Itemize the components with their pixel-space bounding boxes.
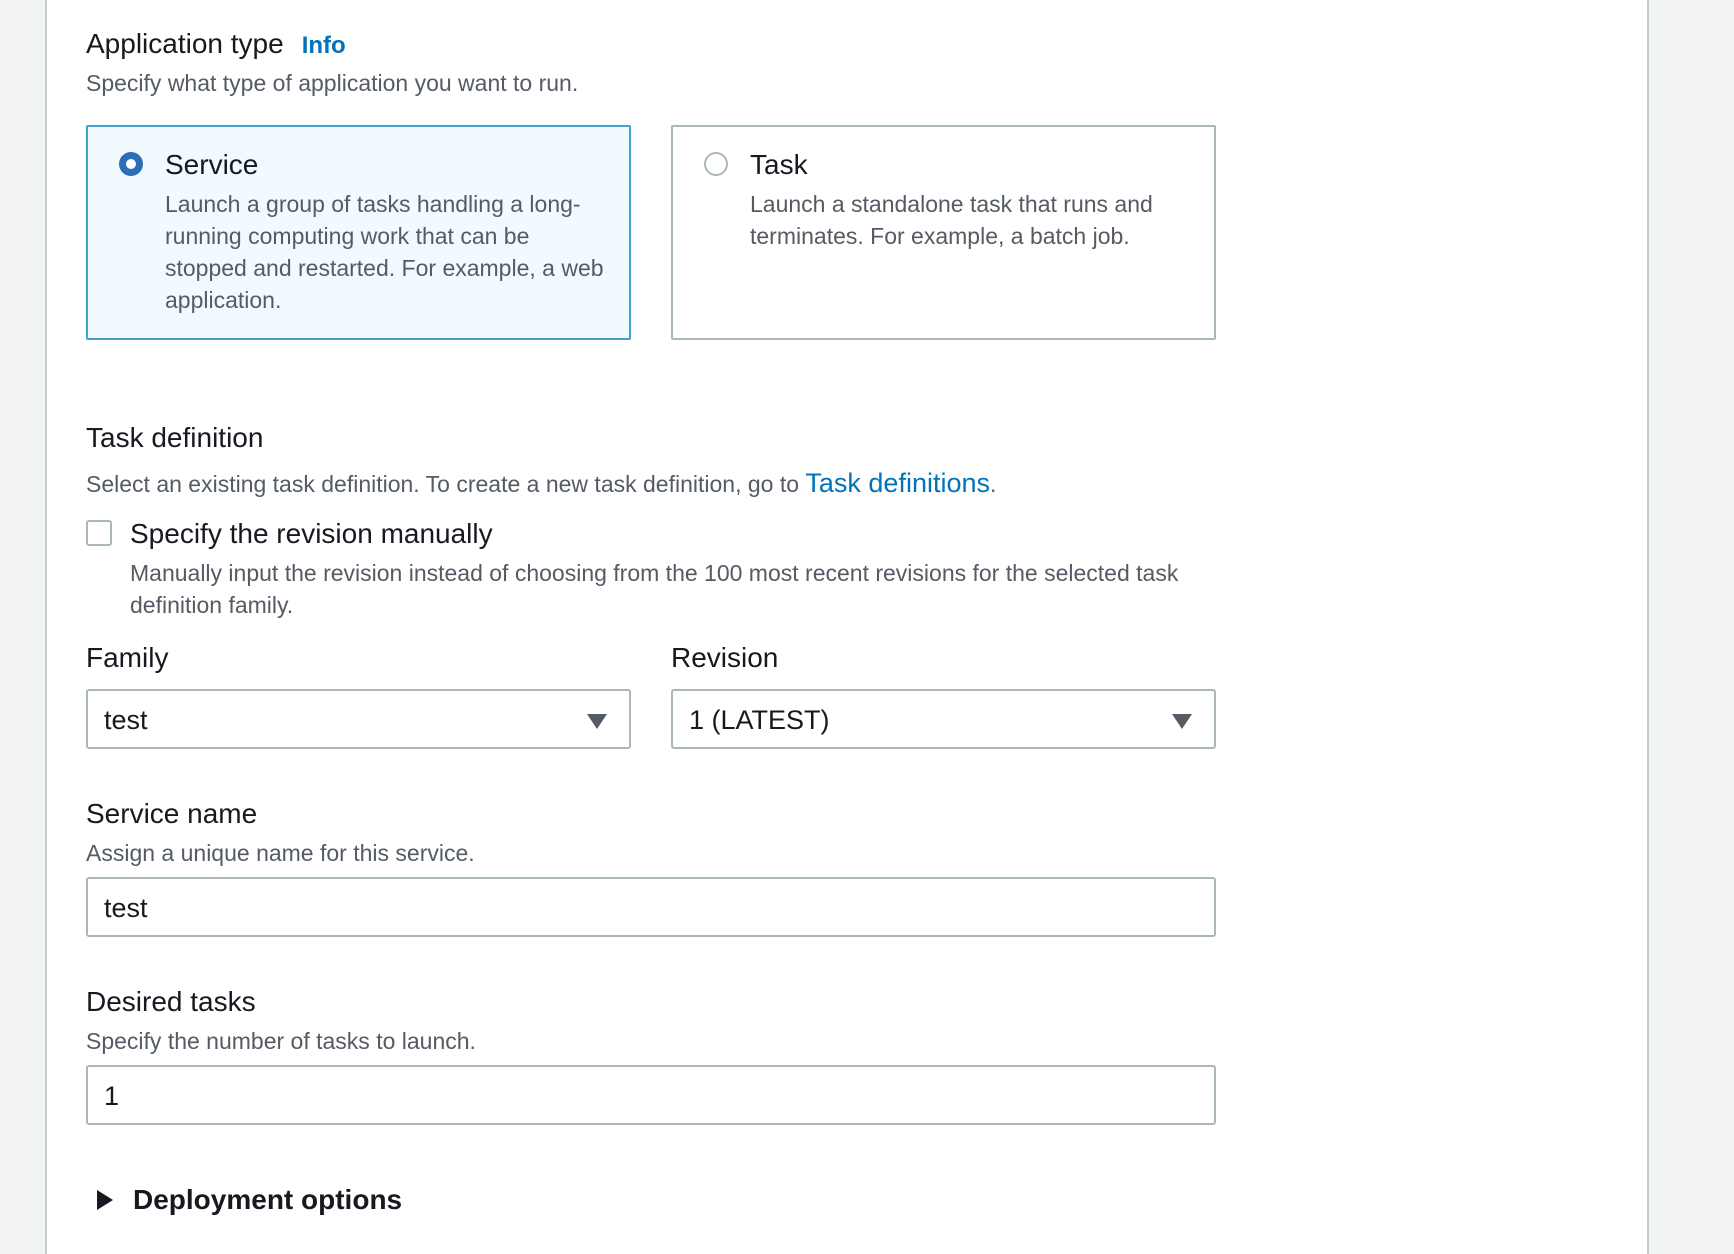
service-name-input[interactable]: [86, 877, 1216, 937]
service-option-card[interactable]: [86, 125, 631, 340]
task-definition-title: Task definition: [86, 422, 264, 453]
task-definitions-link[interactable]: Task definitions: [805, 468, 990, 498]
service-radio[interactable]: [119, 152, 143, 176]
caret-down-icon: [587, 714, 607, 729]
specify-revision-label[interactable]: Specify the revision manually: [130, 518, 493, 549]
family-select[interactable]: [86, 689, 631, 749]
revision-select[interactable]: [671, 689, 1216, 749]
info-link[interactable]: Info: [301, 32, 346, 59]
service-name-value: test: [104, 893, 148, 923]
deployment-options-toggle[interactable]: Deployment options: [133, 1184, 403, 1215]
service-name-description: Assign a unique name for this service.: [86, 840, 475, 866]
application-type-heading: [86, 28, 346, 60]
service-name-label: Service name: [86, 798, 258, 829]
task-option-description: Launch a standalone task that runs and terminates. For example, a batch job.: [750, 191, 1153, 249]
revision-label: Revision: [671, 642, 779, 673]
description-text: Select an existing task definition. To create a new task definition, go to: [86, 471, 806, 497]
task-radio[interactable]: [704, 152, 728, 176]
specify-revision-description: Manually input the revision instead of choosing from the 100 most recent revisions for the selected task definition family.: [130, 560, 1179, 618]
caret-right-icon[interactable]: [97, 1190, 113, 1210]
description-suffix: .: [990, 471, 997, 497]
task-option-label: Task: [750, 149, 808, 180]
task-definition-description: [86, 468, 996, 499]
caret-down-icon: [1172, 714, 1192, 729]
specify-revision-checkbox[interactable]: [86, 520, 112, 546]
desired-tasks-label: Desired tasks: [86, 986, 256, 1017]
family-value: test: [104, 705, 148, 735]
revision-value: 1 (LATEST): [689, 705, 830, 735]
service-option-description: Launch a group of tasks handling a long-running computing work that can be stopped and restarted. For example, a web application.: [165, 191, 604, 313]
desired-tasks-description: Specify the number of tasks to launch.: [86, 1028, 476, 1054]
application-type-title: Application type: [86, 28, 284, 59]
desired-tasks-value: 1: [104, 1081, 120, 1111]
desired-tasks-input[interactable]: [86, 1065, 1216, 1125]
family-label: Family: [86, 642, 169, 673]
task-option-card[interactable]: [671, 125, 1216, 340]
service-option-label: Service: [165, 149, 259, 180]
application-type-description: Specify what type of application you want to run.: [86, 70, 579, 96]
